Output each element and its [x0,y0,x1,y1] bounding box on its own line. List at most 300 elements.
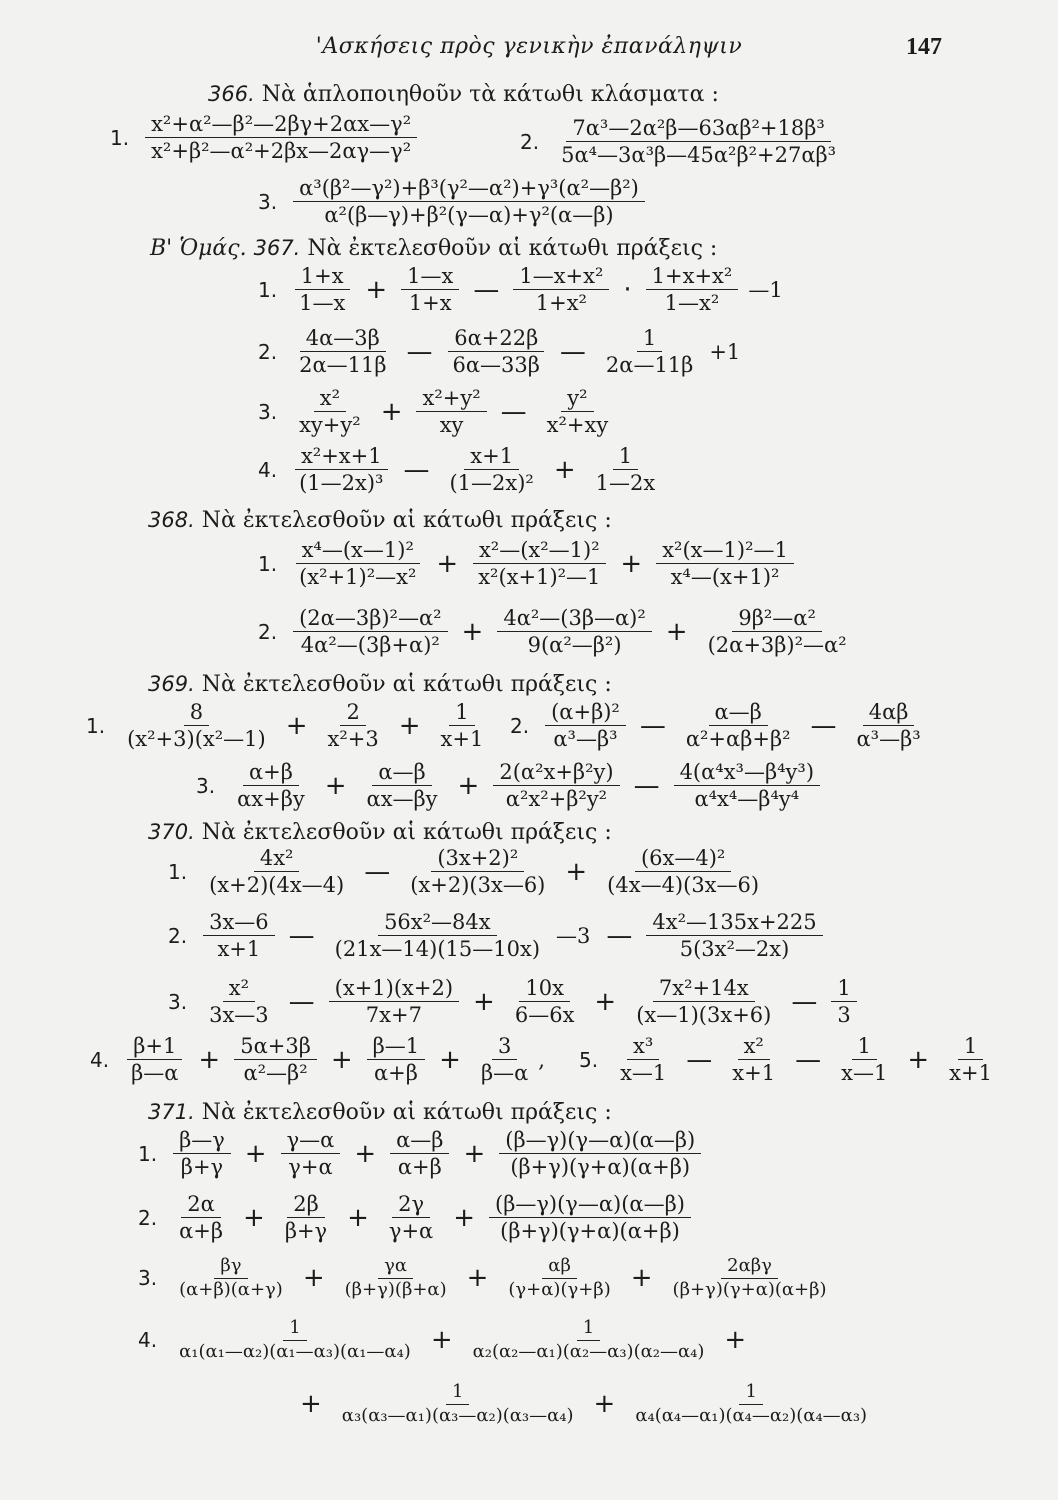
denominator: (β+γ)(γ+α)(α+β) [672,1278,827,1300]
item-index: 4. [90,1047,110,1072]
numerator: y² [561,386,593,412]
numerator: αβ [542,1256,577,1279]
numerator: 2 [340,700,365,726]
denominator: (2α+3β)²—α² [707,633,847,658]
fraction [497,606,651,657]
numerator: x²+x+1 [295,444,388,470]
denominator: β+γ [284,1219,328,1244]
exercise-366-heading [208,82,719,107]
exercise-text: Νὰ ἐκτελεσθοῦν αἱ κάτωθι πράξεις : [201,1100,612,1125]
fraction [361,760,444,811]
numerator: 8 [184,700,209,726]
denominator: x—1 [841,1061,888,1086]
numerator: x² [223,976,255,1002]
item-index: 1. [168,859,188,884]
fraction [600,326,699,377]
operator: + [398,710,421,741]
numerator: (x+1)(x+2) [329,976,459,1002]
denominator: (1—2x)³ [299,471,384,496]
numerator: 1 [577,1318,600,1341]
exercise-371-item-4-line-1 [138,1318,756,1362]
denominator: α₂(α₂—α₁)(α₂—α₃)(α₂—α₄) [472,1340,705,1362]
exercise-text: Νὰ ἐκτελεσθοῦν αἱ κάτωθι πράξεις : [201,820,612,845]
numerator: α—β [709,700,768,726]
item-index: 3. [168,989,188,1014]
fraction [447,326,546,377]
operator: + [466,1263,489,1294]
numerator: 1 [852,1034,877,1060]
operator: + [365,274,388,305]
denominator: α₁(α₁—α₂)(α₁—α₃)(α₁—α₄) [179,1340,411,1362]
exercise-369-item-1 [86,700,493,751]
denominator: α²(β—γ)+β²(γ—α)+γ²(α—β) [324,203,614,228]
fraction [293,386,367,437]
numerator: x² [314,386,346,412]
fraction [509,976,581,1027]
exercise-368-item-2 [258,606,857,657]
denominator: (x+2)(3x—6) [410,873,546,898]
exercise-366-item-2 [520,116,846,167]
fraction [173,1128,231,1179]
operator: + [439,1044,461,1075]
denominator: 1—2x [595,471,656,496]
exercise-371-heading [148,1100,612,1125]
denominator: x+1 [949,1061,992,1086]
numerator: x²—(x²—1)² [473,538,606,564]
operator: — [791,986,818,1017]
denominator: 7x+7 [365,1003,422,1028]
fraction [293,606,447,657]
item-index: 5. [578,1047,599,1072]
exercise-370-item-4-5 [90,1034,1002,1085]
item-index: 2. [258,339,278,364]
denominator: α+β [373,1061,418,1086]
denominator: 6—6x [514,1003,575,1028]
denominator: 1+x² [535,291,587,316]
denominator: α²x²+β²y² [505,787,608,812]
denominator: β+γ [180,1155,224,1180]
numerator: 4αβ [863,700,915,726]
fraction [435,700,490,751]
numerator: 1 [637,326,662,352]
numerator: 4α²—(3β—α)² [497,606,651,632]
fraction [472,538,606,589]
denominator: α₄(α₄—α₁)(α₄—α₂)(α₄—α₃) [635,1404,868,1426]
fraction [629,1382,873,1426]
operator: — [810,710,837,741]
exercise-369-heading [148,672,612,697]
fraction [601,846,765,897]
numerator: 2(α²x+β²y) [493,760,619,786]
operator: + [453,1202,476,1233]
numerator: β—γ [173,1128,231,1154]
numerator: α³(β²—γ²)+β³(γ²—α²)+γ³(α²—β²) [293,176,645,202]
numerator: βγ [214,1256,247,1279]
exercise-366-item-1 [110,112,421,163]
operator: — [500,396,527,427]
denominator: α+β [179,1219,224,1244]
fraction [281,1128,341,1179]
exercise-370-heading [148,820,612,845]
fraction [293,264,351,315]
fraction [367,1034,426,1085]
numerator: x+1 [464,444,519,470]
numerator: 2αβγ [721,1256,778,1279]
operator: + [285,710,308,741]
denominator: 1+x [408,291,452,316]
denominator: xy [439,413,464,438]
numerator: 56x²—84x [378,910,497,936]
denominator: αx—βy [366,787,438,812]
denominator: x+1 [217,937,261,962]
exercise-371-item-2 [138,1192,695,1243]
page-number: 147 [906,34,942,60]
exercise-370-item-1 [168,846,769,897]
exercise-367-item-2 [258,326,746,377]
exercise-367-item-3 [258,386,618,437]
fraction [702,606,853,657]
exercise-number: 368. [148,508,195,532]
denominator: x²+β²—α²+2βx—2αγ—γ² [151,139,412,164]
numerator: 4x²—135x+225 [646,910,822,936]
numerator: x²+y² [416,386,486,412]
exercise-367-heading [150,236,717,261]
denominator: x²+xy [546,413,609,438]
item-index: 2. [520,129,540,154]
denominator: γ+α [388,1219,434,1244]
fraction [674,760,820,811]
denominator: α²—β² [243,1061,308,1086]
numerator: α+β [243,760,299,786]
denominator: 5α⁴—3α³β—45α²β²+27αβ³ [561,143,837,168]
denominator: (β+γ)(β+α) [344,1278,447,1300]
denominator: 2α—11β [299,353,387,378]
fraction [943,1034,998,1085]
item-index: 3. [196,773,216,798]
denominator: 9(α²—β²) [527,633,622,658]
fraction [173,1192,229,1243]
exercise-366-item-3 [258,176,649,227]
numerator: 3x—6 [203,910,275,936]
numerator: β+1 [127,1034,182,1060]
operator: — [559,336,586,367]
operator: — [406,336,433,367]
fraction [630,976,777,1027]
denominator: (β+γ)(γ+α)(α+β) [510,1155,691,1180]
denominator: x²(x+1)²—1 [478,565,601,590]
operator: + [324,770,347,801]
denominator: x+1 [440,727,484,752]
denominator: 3 [837,1003,851,1028]
fraction [231,760,311,811]
numerator: 7α³—2α²β—63αβ²+18β³ [566,116,830,142]
item-index: 2. [258,619,278,644]
running-header: 'Ασκήσεις πρὸς γενικὴν ἐπανάληψιν [315,34,743,59]
operator: — [288,920,315,951]
operator: + [594,986,617,1017]
fraction [145,112,417,163]
fraction [656,538,794,589]
item-index: 2. [138,1205,158,1230]
numerator: x³ [627,1034,659,1060]
fraction [614,1034,672,1085]
numerator: x² [738,1034,770,1060]
item-index: 3. [258,189,278,214]
fraction [475,1034,534,1085]
numerator: 1 [739,1382,762,1405]
operator: + [463,1138,486,1169]
separator: , [538,1047,545,1072]
denominator: xy+y² [299,413,361,438]
fraction [851,700,927,751]
numerator: (β—γ)(γ—α)(α—β) [499,1128,701,1154]
item-index: 3. [138,1266,158,1291]
fraction [499,1128,701,1179]
numerator: x²+α²—β²—2βγ+2αx—γ² [145,112,417,138]
fraction [541,386,615,437]
denominator: (x+2)(4x—4) [209,873,345,898]
numerator: α—β [372,760,431,786]
operator: — [606,920,633,951]
fraction [203,910,275,961]
operator: + [457,770,480,801]
fraction [493,760,619,811]
fraction [339,1256,453,1300]
denominator: γ+α [288,1155,333,1180]
numerator: 9β²—α² [732,606,822,632]
exercise-368-item-1 [258,538,798,589]
operator: — [686,1044,713,1075]
denominator: (x—1)(3x+6) [636,1003,772,1028]
denominator: (x²+1)²—x² [299,565,417,590]
operator: + [380,396,403,427]
item-index: 4. [138,1328,158,1353]
fraction [401,264,459,315]
item-index: 2. [510,713,530,738]
operator: + [553,454,576,485]
item-index: 2. [168,923,188,948]
numerator: 2α [181,1192,221,1218]
numerator: 1 [283,1318,306,1341]
exercise-text: Νὰ ἁπλοποιηθοῦν τὰ κάτωθι κλάσματα : [261,82,719,107]
exercise-text: Νὰ ἐκτελεσθοῦν αἱ κάτωθι πράξεις : [201,508,612,533]
numerator: (6x—4)² [635,846,731,872]
denominator: 4α²—(3β+α)² [300,633,440,658]
denominator: α³—β³ [856,727,921,752]
numerator: γ—α [281,1128,341,1154]
item-index: 1. [258,277,278,302]
fraction [555,116,842,167]
numerator: 1 [449,700,474,726]
operator: — [403,454,430,485]
operator: + [620,548,643,579]
exercise-367-item-1 [258,264,789,315]
numerator: 5α+3β [234,1034,317,1060]
fraction [293,326,392,377]
operator: + [302,1263,325,1294]
fraction [590,444,662,495]
operator: + [300,1389,322,1420]
operator: + [354,1138,377,1169]
fraction [279,1192,333,1243]
constant-term: —1 [748,277,783,302]
fraction [646,910,822,961]
operator: + [198,1044,221,1075]
denominator: 3x—3 [209,1003,269,1028]
fraction [404,846,551,897]
fraction [125,1034,184,1085]
operator: + [593,1389,616,1420]
exercise-369-item-3 [196,760,824,811]
denominator: x⁴—(x+1)² [670,565,780,590]
operator: + [436,548,459,579]
denominator: (β+γ)(γ+α)(α+β) [500,1219,680,1244]
denominator: (4x—4)(3x—6) [607,873,760,898]
numerator: (2α—3β)²—α² [293,606,447,632]
denominator: α⁴x⁴—β⁴y⁴ [694,787,800,812]
exercise-number: 370. [148,820,195,844]
denominator: α+β [397,1155,442,1180]
numerator: x⁴—(x—1)² [296,538,420,564]
fraction [513,264,609,315]
group-label: Β' Ὁμάς. [150,236,247,261]
denominator: β—α [131,1061,179,1086]
operator: — [473,274,500,305]
fraction [173,1318,417,1362]
fraction [680,700,797,751]
item-index: 1. [110,125,130,150]
fraction [390,1128,449,1179]
fraction [293,538,422,589]
numerator: 1—x+x² [513,264,609,290]
numerator: (β—γ)(γ—α)(α—β) [489,1192,691,1218]
denominator: 1—x² [664,291,720,316]
fraction [835,1034,893,1085]
numerator: 1 [613,444,638,470]
constant-term: —3 [556,923,591,948]
exercise-number: 367. [253,236,301,260]
numerator: 7x²+14x [653,976,755,1002]
numerator: 4x² [254,846,300,872]
exercise-text: Νὰ ἐκτελεσθοῦν αἱ κάτωθι πράξεις : [307,236,718,261]
exercise-text: Νὰ ἐκτελεσθοῦν αἱ κάτωθι πράξεις : [201,672,612,697]
operator: + [244,1138,267,1169]
operator: + [724,1325,747,1356]
denominator: 2α—11β [605,353,694,378]
denominator: (21x—14)(15—10x) [334,937,541,962]
numerator: 1 [831,976,856,1002]
denominator: 6α—33β [452,353,540,378]
fraction [203,976,275,1027]
fraction [443,444,539,495]
exercise-number: 369. [148,672,195,696]
denominator: (γ+α)(γ+β) [508,1278,611,1300]
exercise-367-item-4 [258,444,665,495]
fraction [121,700,272,751]
exercise-368-heading [148,508,612,533]
numerator: 3 [492,1034,517,1060]
operator: + [461,616,484,647]
item-index: 1. [138,1141,158,1166]
exercise-370-item-2 [168,910,827,961]
operator: + [347,1202,369,1233]
item-index: 1. [86,713,106,738]
constant-term: +1 [709,339,741,364]
operator: + [907,1044,930,1075]
denominator: x²+3 [327,727,379,752]
denominator: 5(3x²—2x) [679,937,790,962]
fraction [383,1192,439,1243]
numerator: 1+x+x² [646,264,739,290]
fraction [467,1318,711,1362]
fraction [322,700,385,751]
item-index: 4. [258,457,278,482]
numerator: β—1 [367,1034,426,1060]
operator: — [639,710,666,741]
denominator: αx+βy [237,787,305,812]
fraction [416,386,486,437]
denominator: x+1 [732,1061,776,1086]
fraction [329,976,459,1027]
operator: + [565,856,588,887]
fraction [726,1034,781,1085]
numerator: 4(α⁴x³—β⁴y³) [674,760,820,786]
numerator: 2β [287,1192,325,1218]
numerator: γα [378,1256,413,1279]
denominator: β—α [480,1061,529,1086]
operator: — [795,1044,822,1075]
denominator: α²+αβ+β² [685,727,791,752]
operator: + [665,616,688,647]
denominator: α³—β³ [553,727,618,752]
fraction [831,976,856,1027]
fraction [489,1192,691,1243]
denominator: 1—x [299,291,346,316]
item-index: 3. [258,399,278,424]
exercise-371-item-3 [138,1256,837,1300]
exercise-number: 371. [148,1100,195,1124]
denominator: (1—2x)² [449,471,534,496]
numerator: x²(x—1)²—1 [656,538,794,564]
operator: + [330,1044,353,1075]
fraction [329,910,546,961]
numerator: 10x [519,976,570,1002]
numerator: (α+β)² [545,700,626,726]
numerator: 1 [446,1382,469,1405]
operator: — [288,986,315,1017]
numerator: 1+x [295,264,350,290]
fraction [336,1382,580,1426]
exercise-370-item-3 [168,976,861,1027]
fraction [502,1256,616,1300]
exercise-371-item-1 [138,1128,705,1179]
fraction [667,1256,833,1300]
operator: · [623,274,632,305]
operator: + [243,1202,265,1233]
fraction [646,264,739,315]
fraction [293,444,389,495]
denominator: (x²+3)(x²—1) [127,727,266,752]
numerator: 1—x [401,264,459,290]
operator: + [430,1325,453,1356]
fraction [545,700,626,751]
fraction [203,846,350,897]
denominator: (α+β)(α+γ) [179,1278,283,1300]
exercise-371-item-4-line-2 [290,1382,877,1426]
numerator: (3x+2)² [431,846,524,872]
numerator: 4α—3β [300,326,386,352]
operator: + [473,986,495,1017]
